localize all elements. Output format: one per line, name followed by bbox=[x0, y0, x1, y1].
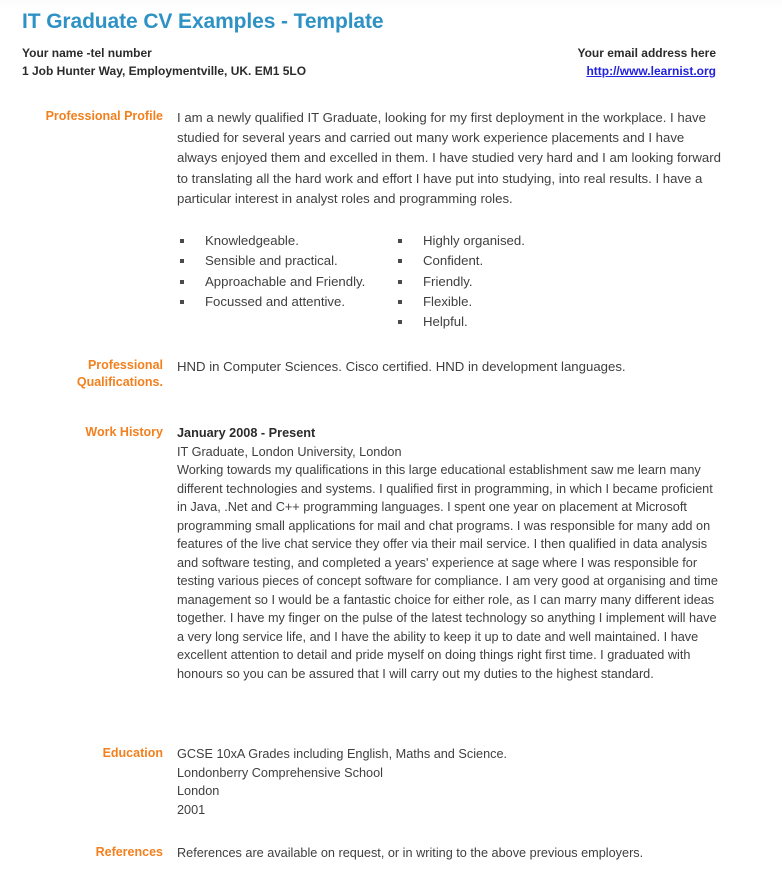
bullet-column-right bbox=[395, 231, 645, 332]
list-item-label: Focussed and attentive. bbox=[205, 293, 346, 309]
list-item-label: Flexible. bbox=[423, 293, 473, 309]
education-body bbox=[177, 745, 722, 819]
scan-artifact-band bbox=[0, 0, 782, 9]
list-item bbox=[395, 312, 645, 332]
list-item bbox=[177, 292, 397, 312]
work-history-role: IT Graduate, London University, London bbox=[177, 444, 402, 459]
work-history-description: Working towards my qualifications in this large educational establishment saw me learn many different technologies and systems. I qualified first in programming, in which I became proficient in Java, .Net and C++ programming languages. I spent one year on placement at Microsoft programming small applications for mail and chat programs. I was responsible for many add on features of the live chat service they offer via their mail service. I then qualified in data analysis and software testing, and completed a years' experience at sage where I was responsible for testing various pieces of concept software for compliance. I am very good at organising and time management so I would be a fantastic choice for either role, as I can marry many different ideas together. I have my finger on the pulse of the latest technology so anything I implement will have a very long service life, and I have the ability to keep it up to date and well maintained. I have excellent attention to detail and pride myself on doing things right first time. I graduated with honours so you can be assured that I will carry out my duties to the highest standard. bbox=[177, 463, 718, 681]
list-item-label: Knowledgeable. bbox=[205, 233, 299, 248]
section-label-line-2: Qualifications. bbox=[76, 375, 163, 389]
contact-address-line: 1 Job Hunter Way, Employmentville, UK. EM1 5LO bbox=[22, 64, 307, 78]
section-label-work-history: Work History bbox=[85, 425, 163, 439]
list-item bbox=[177, 231, 397, 251]
education-line: GCSE 10xA Grades including English, Maths and Science. bbox=[177, 747, 508, 761]
list-item-label: Confident. bbox=[423, 253, 484, 269]
contact-email-line: Your email address here bbox=[577, 46, 716, 60]
section-label-professional-profile: Professional Profile bbox=[45, 109, 163, 123]
square-bullet-icon bbox=[180, 239, 184, 243]
section-label-references: References bbox=[95, 845, 163, 859]
list-item bbox=[395, 292, 645, 312]
education-line: Londonberry Comprehensive School bbox=[177, 765, 383, 780]
list-item bbox=[395, 272, 645, 292]
list-item bbox=[177, 251, 397, 271]
bullet-column-left bbox=[177, 231, 397, 312]
references-text: References are available on request, or in writing to the above previous employers. bbox=[177, 846, 644, 860]
square-bullet-icon bbox=[180, 259, 184, 263]
contact-details-left bbox=[22, 44, 306, 80]
education-line: 2001 bbox=[177, 802, 206, 817]
square-bullet-icon bbox=[398, 259, 402, 263]
section-label-professional-qualifications bbox=[0, 357, 163, 391]
list-item bbox=[395, 231, 645, 251]
list-item-label: Friendly. bbox=[423, 273, 473, 289]
section-label-education: Education bbox=[102, 746, 163, 760]
professional-profile-paragraph: I am a newly qualified IT Graduate, looking for my first deployment in the workplace. I have studied for several years and carried out many work experience placements and I have always enjoyed them and excelled in them. I have studied very hard and I am looking forward to translating all the hard work and effort I have put into studying, into real results. I have a particular interest in analyst roles and programming roles. bbox=[177, 110, 721, 206]
document-title: IT Graduate CV Examples - Template bbox=[22, 10, 384, 33]
square-bullet-icon bbox=[398, 280, 402, 284]
website-link[interactable]: http://www.learnist.org bbox=[586, 64, 716, 78]
square-bullet-icon bbox=[398, 320, 402, 324]
list-item bbox=[177, 272, 397, 292]
square-bullet-icon bbox=[180, 280, 184, 284]
square-bullet-icon bbox=[398, 300, 402, 304]
list-item-label: Highly organised. bbox=[423, 233, 525, 248]
square-bullet-icon bbox=[180, 300, 184, 304]
contact-details-right bbox=[577, 44, 716, 80]
list-item-label: Sensible and practical. bbox=[205, 253, 338, 269]
work-history-body bbox=[177, 424, 722, 683]
list-item-label: Approachable and Friendly. bbox=[205, 273, 366, 289]
education-line: London bbox=[177, 784, 220, 798]
list-item bbox=[395, 251, 645, 271]
square-bullet-icon bbox=[398, 239, 402, 243]
list-item-label: Helpful. bbox=[423, 314, 468, 330]
work-history-dates: January 2008 - Present bbox=[177, 426, 316, 440]
professional-qualifications-text: HND in Computer Sciences. Cisco certified. HND in development languages. bbox=[177, 359, 626, 374]
contact-name-line: Your name -tel number bbox=[22, 46, 152, 60]
section-label-line-1: Professional bbox=[87, 358, 163, 372]
